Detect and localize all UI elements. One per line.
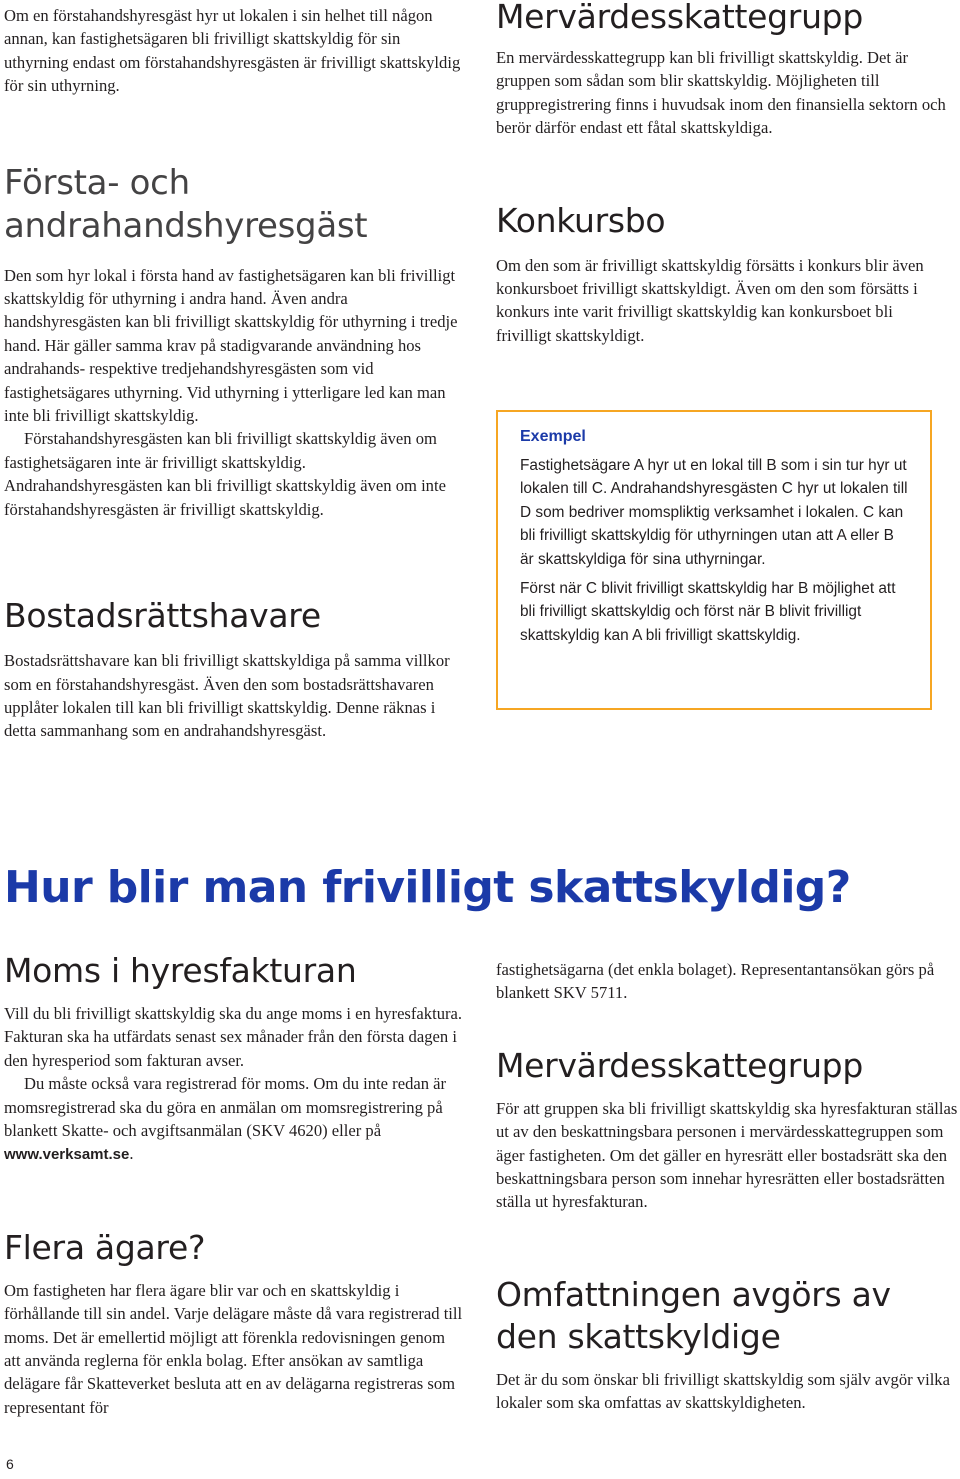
section-title-mervardesskattegrupp-2: Mervärdesskattegrupp [496,1045,863,1085]
section-mervardesskattegrupp-1-paragraph: En mervärdesskattegrupp kan bli frivilligt skattskyldig. Det är gruppen som sådan som blir skattskyldig. Möjligheten till gruppregistrering finns i huvudsak inom den finansiella sektorn och berör därför endast ett fåtal skattskyldiga. [496,48,946,138]
section-forsta-andrahand-paragraph-1: Den som hyr lokal i första hand av fastighetsägaren kan bli frivilligt skattskyldig för uthyrning i andra hand. Även andra handshyresgästen kan bli frivilligt skattskyldig för uthyrning i tredje hand. Här gäller samma krav på stadigvarande användning hos andrahands- respektive tredjehandshyresgästen som vid fastighetsägares uthyrning. Vid uthyrning i ytterligare led kan man inte bli frivilligt skattskyldig. [4,265,458,426]
intro-paragraph: Om en förstahandshyresgäst hyr ut lokalen i sin helhet till någon annan, kan fastighetsägaren bli frivilligt skattskyldig för sin uthyrning endast om förstahandshyresgästen är frivilligt skattskyldig för sin uthyrning. [4,6,461,96]
example-paragraph-1: Fastighetsägare A hyr ut en lokal till B som i sin tur hyr ut lokalen till C. Andrahandshyresgästen C hyr ut lokalen till D som bedriver momspliktig verksamhet i lokalen. C kan bli frivilligt skattskyldig för uthyrningen utan att A eller B är skattskyldiga för sina uthyrningar. [520,457,908,568]
section-moms-paragraph-2 [4,1072,464,1167]
section-title-bostadsrattshavare: Bostadsrättshavare [4,596,321,636]
left-top-column [4,4,466,743]
section-title-konkursbo: Konkursbo [496,200,666,240]
right-top-column [496,0,950,347]
section-forsta-andrahand-paragraph-2: Förstahandshyresgästen kan bli frivilligt skattskyldig även om fastighetsägaren inte är frivilligt skattskyldig. Andrahandshyresgästen kan bli frivilligt skattskyldig även om inte förstahandshyresgästen är frivilligt skattskyldig. [4,429,446,519]
left-bottom-column [4,950,464,1419]
right-bottom-column [496,958,958,1415]
section-title-flera-agare: Flera ägare? [4,1227,206,1267]
section-title-omfattningen: Omfattningen avgörs av den skattskyldige [496,1274,891,1356]
section-bostadsrattshavare-paragraph: Bostadsrättshavare kan bli frivilligt skattskyldiga på samma villkor som en förstahandshyresgäst. Även den som bostadsrättshavaren upplåter lokalen till kan bli frivilligt skattskyldig. Denne räknas i detta sammanhang som en andrahandshyresgäst. [4,651,450,741]
section-konkursbo-paragraph: Om den som är frivilligt skattskyldig försätts i konkurs blir även konkursboet frivilligt skattskyldigt. Även om den som försätts i konkurs inte varit frivilligt skattskyldig kan konkursboet bli frivilligt skattskyldigt. [496,255,924,345]
section-mervardesskattegrupp-2-paragraph: För att gruppen ska bli frivilligt skattskyldig ska hyresfakturan ställas ut av den beskattningsbara personen i mervärdesskattegruppen som äger fastigheten. Om det gäller en hyresrätt eller bostadsrätt ska den beskattningsbara person som innehar hyresrätten eller bostadsrätten ställa ut hyresfakturan. [496,1098,958,1212]
section-title-moms-i-hyresfakturan: Moms i hyresfakturan [4,951,357,990]
continued-paragraph: fastighetsägarna (det enkla bolaget). Representantansökan görs på blankett SKV 5711. [496,960,935,1003]
section-moms-paragraph-2-end: . [129,1144,134,1164]
section-omfattningen-paragraph: Det är du som önskar bli frivilligt skattskyldig som själv avgör vilka lokaler som ska omfattas av skattskyldigheten. [496,1369,950,1413]
section-flera-agare-paragraph: Om fastigheten har flera ägare blir var och en skattskyldig i förhållande till sin andel. Varje delägare måste då vara registrerad till moms. Det är emellertid möjligt att förenkla redovisningen genom att använda reglerna för enkla bolag. Efter ansökan av samtliga delägare får Skatteverket besluta att en av delägarna registreras som representant för [4,1280,463,1417]
verksamt-link[interactable]: www.verksamt.se [4,1146,130,1164]
example-box [496,410,932,710]
section-title-forsta-andrahand: Första- och andrahandshyresgäst [4,162,368,246]
example-paragraph-2: Först när C blivit frivilligt skattskyldig har B möjlighet att bli frivilligt skattskyldig och först när B blivit frivilligt skattskyldig kan A bli frivilligt skattskyldig. [520,580,896,644]
example-title: Exempel [520,428,586,445]
main-heading: Hur blir man frivilligt skattskyldig? [4,862,851,913]
page-number: 6 [6,1456,14,1472]
section-title-mervardesskattegrupp-1: Mervärdesskattegrupp [496,0,863,36]
section-moms-paragraph-1: Vill du bli frivilligt skattskyldig ska du ange moms i en hyresfaktura. Fakturan ska ha utfärdats senast sex månader från den första dagen i den hyresperiod som fakturan avser. [4,1004,463,1070]
section-moms-paragraph-2-text: Du måste också vara registrerad för moms. Om du inte redan är momsregistrerad ska du göra en anmälan om momsregistrering på blankett Skatte- och avgiftsanmälan (SKV 4620) eller på [4,1074,447,1141]
